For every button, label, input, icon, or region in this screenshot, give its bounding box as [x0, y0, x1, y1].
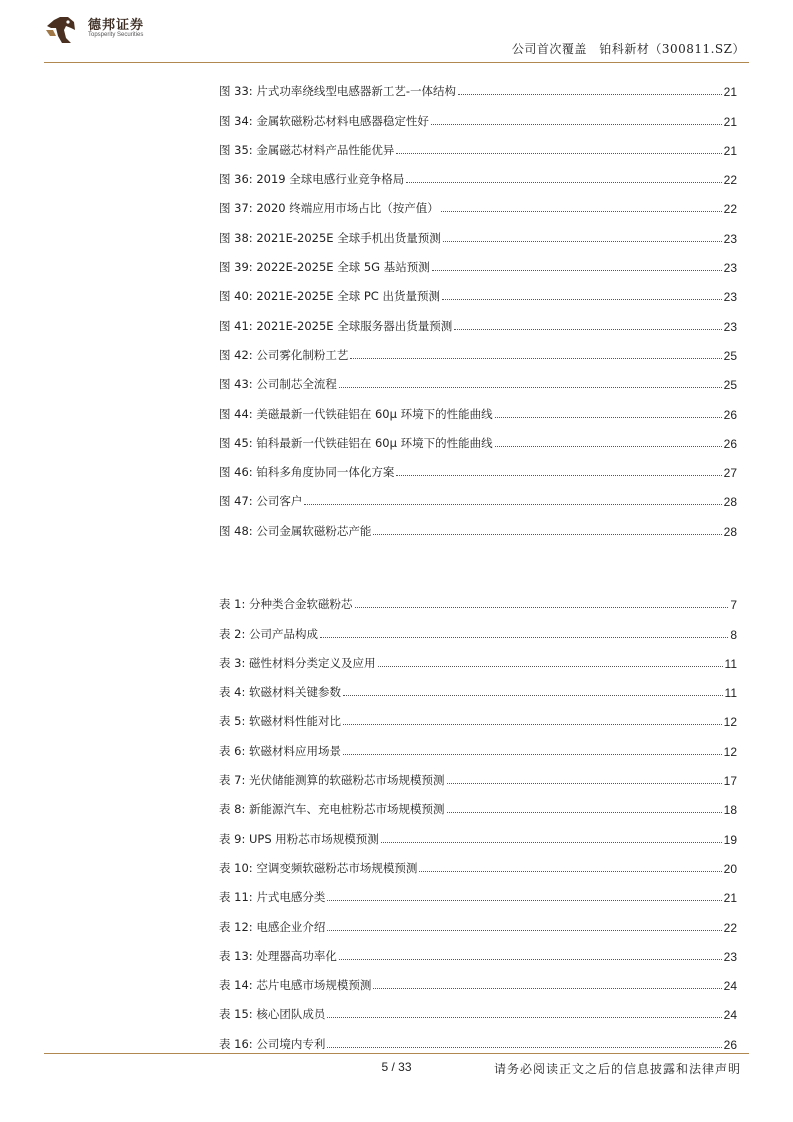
dot-leader	[432, 270, 722, 271]
toc-entry-label: 表 3: 磁性材料分类定义及应用	[219, 655, 376, 670]
toc-entry-page: 23	[723, 261, 737, 276]
toc-entry-label: 表 8: 新能源汽车、充电桩粉芯市场规模预测	[219, 802, 445, 817]
legal-disclaimer: 请务必阅读正文之后的信息披露和法律声明	[493, 1062, 741, 1076]
toc-entry-page: 23	[723, 949, 737, 964]
table-toc-entry[interactable]	[219, 671, 737, 700]
table-toc-entry[interactable]	[219, 583, 737, 612]
toc-entry-page: 22	[723, 173, 737, 188]
table-toc-entry[interactable]	[219, 1022, 737, 1051]
dot-leader	[339, 387, 722, 388]
toc-entry-label: 图 36: 2019 全球电感行业竞争格局	[219, 172, 405, 187]
dot-leader	[327, 1047, 721, 1048]
dot-leader	[419, 871, 721, 872]
report-title: 公司首次覆盖 铂科新材（300811.SZ）	[511, 42, 745, 56]
toc-entry-page: 25	[723, 378, 737, 393]
figure-toc-entry[interactable]	[219, 451, 737, 480]
table-toc-entry[interactable]	[219, 788, 737, 817]
figure-toc-entry[interactable]	[219, 99, 737, 128]
dot-leader	[396, 153, 721, 154]
header-divider	[44, 62, 749, 63]
dot-leader	[378, 666, 723, 667]
table-toc-entry[interactable]	[219, 935, 737, 964]
toc-entry-label: 图 39: 2022E-2025E 全球 5G 基站预测	[219, 260, 430, 275]
toc-entry-page: 28	[723, 495, 737, 510]
toc-entry-label: 表 10: 空调变频软磁粉芯市场规模预测	[219, 860, 418, 875]
table-list	[219, 583, 737, 1052]
figure-toc-entry[interactable]	[219, 187, 737, 216]
toc-entry-page: 20	[723, 861, 737, 876]
toc-entry-label: 表 12: 电感企业介绍	[219, 919, 326, 934]
table-toc-entry[interactable]	[219, 905, 737, 934]
toc-entry-page: 21	[723, 85, 737, 100]
toc-entry-page: 23	[723, 319, 737, 334]
page-header	[0, 0, 793, 60]
dot-leader	[339, 959, 722, 960]
toc-entry-page: 7	[730, 598, 737, 613]
table-toc-entry[interactable]	[219, 964, 737, 993]
toc-entry-page: 23	[723, 231, 737, 246]
toc-entry-label: 表 1: 分种类合金软磁粉芯	[219, 597, 353, 612]
toc-entry-label: 表 9: UPS 用粉芯市场规模预测	[219, 831, 379, 846]
dot-leader	[327, 930, 721, 931]
brand-name-en: Topsperity Securities	[88, 32, 144, 38]
figure-list	[219, 70, 737, 539]
toc-entry-page: 11	[724, 656, 737, 671]
figure-toc-entry[interactable]	[219, 304, 737, 333]
figure-toc-entry[interactable]	[219, 158, 737, 187]
toc-entry-page: 21	[723, 143, 737, 158]
toc-entry-label: 表 4: 软磁材料关键参数	[219, 685, 342, 700]
dot-leader	[406, 182, 721, 183]
toc-entry-page: 27	[723, 466, 737, 481]
toc-entry-label: 表 5: 软磁材料性能对比	[219, 714, 342, 729]
dot-leader	[381, 842, 722, 843]
toc-entry-label: 表 15: 核心团队成员	[219, 1007, 326, 1022]
dot-leader	[343, 754, 722, 755]
toc-entry-page: 11	[724, 686, 737, 701]
toc-entry-label: 图 43: 公司制芯全流程	[219, 377, 337, 392]
figure-toc-entry[interactable]	[219, 509, 737, 538]
toc-entry-page: 23	[723, 290, 737, 305]
table-toc-entry[interactable]	[219, 876, 737, 905]
dot-leader	[431, 124, 722, 125]
toc-entry-page: 26	[723, 407, 737, 422]
toc-entry-label: 图 48: 公司金属软磁粉芯产能	[219, 523, 372, 538]
dot-leader	[495, 446, 722, 447]
figure-toc-entry[interactable]	[219, 70, 737, 99]
toc-entry-page: 22	[723, 202, 737, 217]
toc-entry-page: 17	[723, 774, 737, 789]
figure-toc-entry[interactable]	[219, 480, 737, 509]
dot-leader	[441, 211, 722, 212]
table-toc-entry[interactable]	[219, 817, 737, 846]
table-toc-entry[interactable]	[219, 729, 737, 758]
toc-entry-page: 8	[730, 627, 737, 642]
dot-leader	[458, 94, 722, 95]
toc-entry-page: 22	[723, 920, 737, 935]
toc-entry-page: 28	[723, 524, 737, 539]
toc-entry-label: 表 2: 公司产品构成	[219, 626, 319, 641]
toc-entry-page: 24	[723, 1008, 737, 1023]
toc-entry-label: 图 38: 2021E-2025E 全球手机出货量预测	[219, 230, 441, 245]
figure-toc-entry[interactable]	[219, 392, 737, 421]
footer-divider	[44, 1053, 749, 1054]
toc-entry-page: 26	[723, 1037, 737, 1052]
dot-leader	[447, 783, 722, 784]
table-toc-entry[interactable]	[219, 993, 737, 1022]
figure-toc-entry[interactable]	[219, 334, 737, 363]
dot-leader	[373, 988, 721, 989]
figure-toc-entry[interactable]	[219, 216, 737, 245]
toc-entry-page: 21	[723, 114, 737, 129]
toc-entry-label: 图 45: 铂科最新一代铁硅铝在 60μ 环境下的性能曲线	[219, 435, 493, 450]
table-toc-entry[interactable]	[219, 847, 737, 876]
dot-leader	[443, 241, 722, 242]
dot-leader	[396, 475, 721, 476]
toc-entry-page: 19	[723, 832, 737, 847]
toc-entry-page: 21	[723, 891, 737, 906]
dot-leader	[350, 358, 721, 359]
toc-entry-page: 25	[723, 348, 737, 363]
toc-entry-label: 图 37: 2020 终端应用市场占比（按产值）	[219, 201, 439, 216]
dot-leader	[447, 812, 722, 813]
dot-leader	[355, 607, 729, 608]
toc-entry-page: 12	[723, 715, 737, 730]
dot-leader	[320, 637, 728, 638]
toc-entry-page: 12	[723, 744, 737, 759]
toc-entry-label: 图 41: 2021E-2025E 全球服务器出货量预测	[219, 318, 453, 333]
dot-leader	[442, 299, 722, 300]
toc-entry-label: 表 11: 片式电感分类	[219, 890, 326, 905]
dbs-logo-icon	[44, 14, 78, 46]
dot-leader	[343, 724, 722, 725]
toc-entry-label: 表 14: 芯片电感市场规模预测	[219, 978, 372, 993]
toc-entry-label: 图 35: 金属磁芯材料产品性能优异	[219, 142, 395, 157]
figure-toc-entry[interactable]	[219, 275, 737, 304]
toc-entry-label: 图 42: 公司雾化制粉工艺	[219, 347, 349, 362]
figure-toc-entry[interactable]	[219, 129, 737, 158]
brand-name-cn: 德邦证券	[88, 18, 145, 33]
toc-entry-page: 24	[723, 979, 737, 994]
toc-entry-label: 图 34: 金属软磁粉芯材料电感器稳定性好	[219, 113, 429, 128]
dot-leader	[495, 417, 722, 418]
dot-leader	[327, 900, 721, 901]
toc-entry-label: 图 33: 片式功率绕线型电感器新工艺-一体结构	[219, 84, 456, 99]
table-toc-entry[interactable]	[219, 759, 737, 788]
toc-entry-page: 18	[723, 803, 737, 818]
table-toc-entry[interactable]	[219, 612, 737, 641]
dot-leader	[343, 695, 723, 696]
toc-entry-label: 图 46: 铂科多角度协同一体化方案	[219, 465, 395, 480]
table-toc-entry[interactable]	[219, 642, 737, 671]
figure-toc-entry[interactable]	[219, 363, 737, 392]
toc-entry-label: 图 44: 美磁最新一代铁硅铝在 60μ 环境下的性能曲线	[219, 406, 493, 421]
dot-leader	[373, 534, 721, 535]
dot-leader	[454, 329, 721, 330]
page-number: 5 / 33	[381, 1060, 412, 1074]
toc-entry-label: 表 6: 软磁材料应用场景	[219, 743, 342, 758]
toc-entry-label: 图 47: 公司客户	[219, 494, 303, 509]
toc-entry-page: 26	[723, 436, 737, 451]
toc-entry-label: 表 16: 公司境内专利	[219, 1036, 326, 1051]
toc-entry-label: 表 7: 光伏储能测算的软磁粉芯市场规模预测	[219, 773, 445, 788]
toc-entry-label: 表 13: 处理器高功率化	[219, 948, 337, 963]
table-toc-entry[interactable]	[219, 700, 737, 729]
dot-leader	[327, 1017, 721, 1018]
dot-leader	[304, 504, 721, 505]
figure-toc-entry[interactable]	[219, 246, 737, 275]
toc-entry-label: 图 40: 2021E-2025E 全球 PC 出货量预测	[219, 289, 440, 304]
figure-toc-entry[interactable]	[219, 422, 737, 451]
